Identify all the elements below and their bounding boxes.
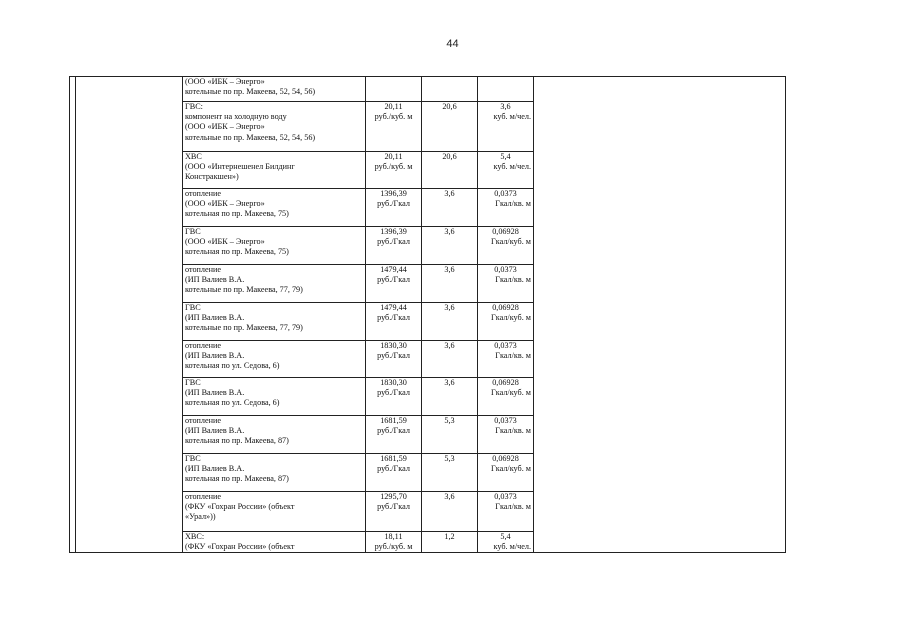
- coefficient-cell: 3,6: [422, 189, 478, 227]
- tariff-cell: [366, 303, 422, 341]
- norm-line: куб. м/чел.: [493, 162, 531, 172]
- service-cell: [183, 265, 366, 303]
- coefficient-cell: 3,6: [422, 303, 478, 341]
- service-cell: [183, 227, 366, 265]
- service-line: котельная по пр. Макеева, 75): [185, 209, 289, 219]
- tariff-line: 1830,30: [380, 378, 407, 387]
- service-line: (ООО «ИБК – Энерго»: [185, 77, 265, 86]
- coefficient-cell: 20,6: [422, 102, 478, 152]
- service-line: ГВС: [185, 454, 201, 463]
- norm-line: Гкал/куб. м: [491, 464, 531, 474]
- service-cell: [183, 152, 366, 189]
- service-line: котельная по пр. Макеева, 87): [185, 436, 289, 446]
- norm-line: Гкал/кв. м: [495, 351, 531, 361]
- service-line: «Урал»)): [185, 512, 216, 522]
- service-line: (ИП Валиев В.А.: [185, 351, 245, 361]
- service-cell: [183, 378, 366, 416]
- tariff-cell: [366, 265, 422, 303]
- service-cell: [183, 532, 366, 553]
- norm-line: 5,4: [500, 532, 511, 541]
- service-line: отопление: [185, 189, 222, 198]
- tariff-line: руб./Гкал: [377, 464, 410, 474]
- norm-line: 0,0373: [494, 492, 517, 501]
- tariff-line: руб./Гкал: [377, 351, 410, 361]
- norm-line: 3,6: [500, 102, 511, 111]
- tariff-cell: [366, 227, 422, 265]
- service-line: котельные по пр. Макеева, 52, 54, 56): [185, 87, 316, 97]
- tariff-cell: [366, 532, 422, 553]
- service-cell: [183, 341, 366, 378]
- table-row: [70, 77, 786, 102]
- norm-line: Гкал/куб. м: [491, 388, 531, 398]
- norm-line: Гкал/кв. м: [495, 426, 531, 436]
- tariff-line: руб./Гкал: [377, 426, 410, 436]
- norm-line: Гкал/кв. м: [495, 502, 531, 512]
- coefficient-cell: [422, 77, 478, 102]
- tariff-line: 18,11: [384, 532, 403, 541]
- norm-line: 0,0373: [494, 265, 517, 274]
- tariff-line: 1479,44: [380, 303, 407, 312]
- service-line: (ИП Валиев В.А.: [185, 313, 245, 323]
- norm-line: Гкал/куб. м: [491, 313, 531, 323]
- tariff-cell: [366, 341, 422, 378]
- service-line: котельная по ул. Седова, 6): [185, 398, 280, 408]
- norm-cell: [478, 265, 534, 303]
- service-line: ГВС: [185, 227, 201, 236]
- norm-line: 0,0373: [494, 341, 517, 350]
- service-cell: [183, 77, 366, 102]
- norm-cell: [478, 189, 534, 227]
- norm-line: 0,06928: [492, 303, 519, 312]
- service-line: (ФКУ «Гохран России» (объект: [185, 502, 295, 512]
- norm-line: Гкал/кв. м: [495, 275, 531, 285]
- coefficient-cell: 3,6: [422, 492, 478, 532]
- service-line: (ИП Валиев В.А.: [185, 275, 245, 285]
- service-line: Констракшен»): [185, 172, 239, 182]
- norm-line: 0,06928: [492, 378, 519, 387]
- norm-line: Гкал/куб. м: [491, 237, 531, 247]
- tariff-line: руб./куб. м: [374, 542, 413, 552]
- norm-line: 0,06928: [492, 454, 519, 463]
- coefficient-cell: 3,6: [422, 227, 478, 265]
- norm-line: 5,4: [500, 152, 511, 161]
- coefficient-cell: 20,6: [422, 152, 478, 189]
- tariff-line: 1396,39: [380, 227, 407, 236]
- service-line: отопление: [185, 265, 222, 274]
- coefficient-cell: 3,6: [422, 265, 478, 303]
- service-line: отопление: [185, 416, 222, 425]
- tariff-cell: [366, 152, 422, 189]
- coefficient-cell: 3,6: [422, 378, 478, 416]
- service-line: котельные по пр. Макеева, 77, 79): [185, 285, 303, 295]
- service-line: (ИП Валиев В.А.: [185, 464, 245, 474]
- service-line: котельная по ул. Седова, 6): [185, 361, 280, 371]
- norm-cell: [478, 341, 534, 378]
- service-line: (ООО «ИБК – Энерго»: [185, 237, 265, 247]
- norm-line: Гкал/кв. м: [495, 199, 531, 209]
- service-cell: [183, 492, 366, 532]
- tariff-line: 1830,30: [380, 341, 407, 350]
- tariff-line: руб./Гкал: [377, 502, 410, 512]
- norm-cell: [478, 532, 534, 553]
- number-column-cell: [76, 77, 183, 553]
- norm-cell: [478, 227, 534, 265]
- service-line: ГВС: [185, 303, 201, 312]
- service-cell: [183, 416, 366, 454]
- service-line: котельные по пр. Макеева, 52, 54, 56): [185, 132, 316, 142]
- coefficient-cell: 5,3: [422, 454, 478, 492]
- service-line: компонент на холодную воду: [185, 112, 287, 122]
- tariff-line: 1479,44: [380, 265, 407, 274]
- norm-line: куб. м/чел.: [493, 112, 531, 122]
- table-body: [70, 77, 786, 553]
- tariff-line: 1681,59: [380, 454, 407, 463]
- tariff-line: 1295,70: [380, 492, 407, 501]
- coefficient-cell: 1,2: [422, 532, 478, 553]
- tariff-cell: [366, 492, 422, 532]
- tariff-cell: [366, 378, 422, 416]
- tariff-cell: [366, 77, 422, 102]
- tariff-line: руб./Гкал: [377, 275, 410, 285]
- service-cell: [183, 189, 366, 227]
- service-line: отопление: [185, 492, 222, 501]
- coefficient-cell: 3,6: [422, 341, 478, 378]
- tariff-line: руб./Гкал: [377, 388, 410, 398]
- norm-cell: [478, 492, 534, 532]
- service-line: ГВС:: [185, 102, 203, 111]
- norm-line: куб. м/чел.: [493, 542, 531, 552]
- notes-column-cell: [534, 77, 786, 553]
- tariff-cell: [366, 416, 422, 454]
- tariff-cell: [366, 189, 422, 227]
- service-line: котельные по пр. Макеева, 77, 79): [185, 323, 303, 333]
- tariff-line: 1396,39: [380, 189, 407, 198]
- tariff-line: руб./Гкал: [377, 237, 410, 247]
- norm-cell: [478, 303, 534, 341]
- service-line: (ООО «ИБК – Энерго»: [185, 122, 265, 132]
- norm-line: 0,0373: [494, 189, 517, 198]
- service-line: (ФКУ «Гохран России» (объект: [185, 542, 295, 552]
- service-cell: [183, 102, 366, 152]
- tariff-line: руб./куб. м: [374, 162, 413, 172]
- norm-line: 0,06928: [492, 227, 519, 236]
- coefficient-cell: 5,3: [422, 416, 478, 454]
- tariff-cell: [366, 102, 422, 152]
- tariff-line: руб./куб. м: [374, 112, 413, 122]
- service-line: (ИП Валиев В.А.: [185, 388, 245, 398]
- tariff-line: руб./Гкал: [377, 313, 410, 323]
- norm-cell: [478, 416, 534, 454]
- service-line: ГВС: [185, 378, 201, 387]
- tariff-line: 20,11: [384, 152, 403, 161]
- norm-cell: [478, 152, 534, 189]
- service-line: (ООО «ИБК – Энерго»: [185, 199, 265, 209]
- norm-cell: [478, 454, 534, 492]
- tariff-cell: [366, 454, 422, 492]
- service-cell: [183, 454, 366, 492]
- page-number: 44: [446, 38, 459, 50]
- tariff-table: [69, 76, 786, 553]
- service-line: котельная по пр. Макеева, 87): [185, 474, 289, 484]
- service-cell: [183, 303, 366, 341]
- norm-cell: [478, 102, 534, 152]
- service-line: котельная по пр. Макеева, 75): [185, 247, 289, 257]
- service-line: отопление: [185, 341, 222, 350]
- tariff-line: 1681,59: [380, 416, 407, 425]
- service-line: ХВС: [185, 152, 202, 161]
- service-line: (ИП Валиев В.А.: [185, 426, 245, 436]
- service-line: (ООО «Интернешенел Билдинг: [185, 162, 295, 172]
- norm-cell: [478, 378, 534, 416]
- tariff-line: 20,11: [384, 102, 403, 111]
- norm-cell: [478, 77, 534, 102]
- tariff-line: руб./Гкал: [377, 199, 410, 209]
- norm-line: 0,0373: [494, 416, 517, 425]
- service-line: ХВС:: [185, 532, 205, 541]
